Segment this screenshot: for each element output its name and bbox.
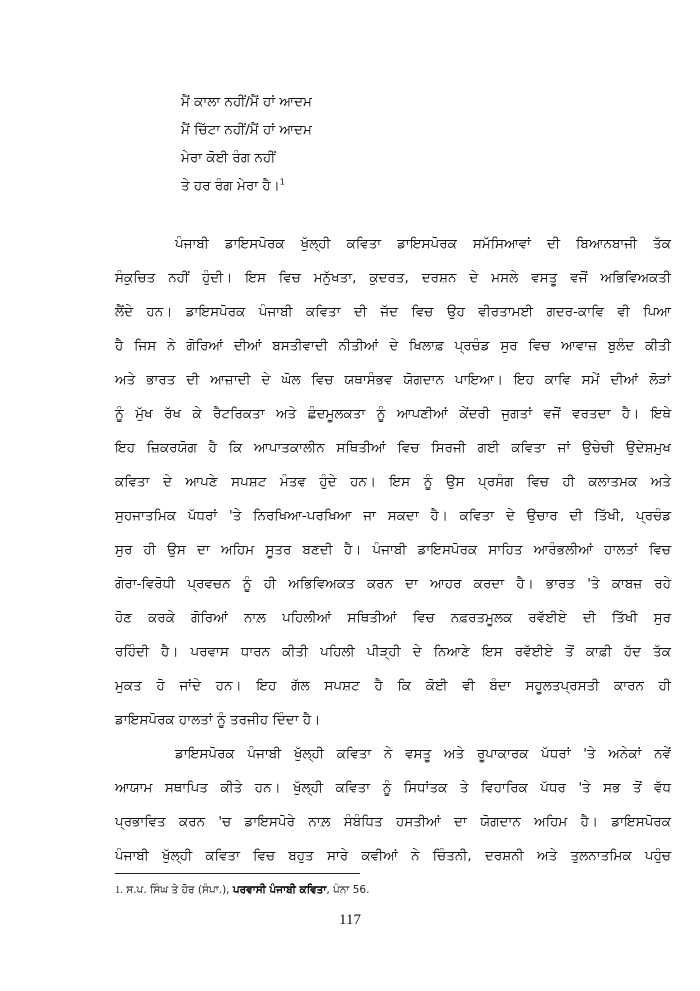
poem-line: [181, 172, 312, 200]
paragraph-2: [115, 737, 671, 873]
text-line: ਹੈ ਜਿਸ ਨੇ ਗੋਰਿਆਂ ਦੀਆਂ ਬਸਤੀਵਾਦੀ ਨੀਤੀਆਂ ਦੇ ਖਿਲਾਫ਼ ਪ੍ਰਚੰਡ ਸੁਰ ਵਿਚ ਆਵਾਜ਼ ਬੁਲੰਦ ਕੀਤੀ: [115, 338, 671, 354]
text-line: ਲੈਂਦੇ ਹਨ। ਡਾਇਸਪੋਰਕ ਪੰਜਾਬੀ ਕਵਿਤਾ ਦੀ ਜੱਦ ਵਿਚ ਉਹ ਵੀਰਤਾਮਈ ਗਦਰ-ਕਾਵਿ ਵੀ ਪਿਆ: [115, 304, 671, 320]
poem-quote: [181, 88, 312, 200]
footnote-marker[interactable]: 1: [279, 177, 285, 187]
text-line: ਪੰਜਾਬੀ ਡਾਇਸਪੋਰਕ ਖੁੱਲ੍ਹੀ ਕਵਿਤਾ ਡਾਇਸਪੋਰਕ ਸਮੱਸਿਆਵਾਂ ਦੀ ਬਿਆਨਬਾਜੀ ਤੱਕ: [175, 236, 671, 252]
text-line: ਇਹ ਜ਼ਿਕਰਯੋਗ ਹੈ ਕਿ ਆਪਾਤਕਾਲੀਨ ਸਥਿਤੀਆਂ ਵਿਚ ਸਿਰਜੀ ਗਈ ਕਵਿਤਾ ਜਾਂ ਉਚੇਚੀ ਉਦੇਸ਼ਮੁਖ: [115, 440, 671, 456]
footnote-page-ref: , ਪੰਨਾ 56.: [326, 884, 370, 896]
text-line: ਮੁਕਤ ਹੋ ਜਾਂਦੇ ਹਨ। ਇਹ ਗੱਲ ਸਪਸ਼ਟ ਹੈ ਕਿ ਕੋਈ ਵੀ ਬੰਦਾ ਸਹੂਲਤਪ੍ਰਸਤੀ ਕਾਰਨ ਹੀ: [115, 678, 671, 694]
text-line: ਆਯਾਮ ਸਥਾਪਿਤ ਕੀਤੇ ਹਨ। ਖੁੱਲ੍ਹੀ ਕਵਿਤਾ ਨੂੰ ਸਿਧਾਂਤਕ ਤੇ ਵਿਹਾਰਿਕ ਪੱਧਰ 'ਤੇ ਸਭ ਤੋਂ ਵੱਧ: [115, 780, 671, 796]
text-line: ਰਹਿੰਦੀ ਹੈ। ਪਰਵਾਸ ਧਾਰਨ ਕੀਤੀ ਪਹਿਲੀ ਪੀੜ੍ਹੀ ਦੇ ਨਿਆਣੇ ਇਸ ਰਵੱਈਏ ਤੋਂ ਕਾਫ਼ੀ ਹੱਦ ਤੱਕ: [115, 644, 671, 660]
text-line: ਗੋਰਾ-ਵਿਰੋਧੀ ਪ੍ਰਵਚਨ ਨੂੰ ਹੀ ਅਭਿਵਿਅਕਤ ਕਰਨ ਦਾ ਆਹਰ ਕਰਦਾ ਹੈ। ਭਾਰਤ 'ਤੇ ਕਾਬਜ਼ ਰਹੇ: [115, 576, 671, 592]
poem-line: ਮੈਂ ਕਾਲਾ ਨਹੀਂ/ਮੈਂ ਹਾਂ ਆਦਮ: [181, 94, 312, 110]
footnote-book-title: ਪਰਵਾਸੀ ਪੰਜਾਬੀ ਕਵਿਤਾ: [232, 884, 327, 896]
page-number: 117: [339, 912, 361, 928]
poem-line: ਮੈਂ ਚਿੱਟਾ ਨਹੀਂ/ਮੈਂ ਹਾਂ ਆਦਮ: [181, 122, 312, 138]
text-line: ਡਾਇਸਪੋਰਕ ਪੰਜਾਬੀ ਖੁੱਲ੍ਹੀ ਕਵਿਤਾ ਨੇ ਵਸਤੂ ਅਤੇ ਰੂਪਾਕਾਰਕ ਪੱਧਰਾਂ 'ਤੇ ਅਨੇਕਾਂ ਨਵੇਂ: [175, 746, 671, 762]
text-line: ਅਤੇ ਭਾਰਤ ਦੀ ਆਜ਼ਾਦੀ ਦੇ ਘੋਲ ਵਿਚ ਯਥਾਸੰਭਵ ਯੋਗਦਾਨ ਪਾਇਆ। ਇਹ ਕਾਵਿ ਸਮੇਂ ਦੀਆਂ ਲੋੜਾਂ: [115, 372, 671, 388]
footnote: [115, 884, 369, 897]
text-line: ਪੰਜਾਬੀ ਖੁੱਲ੍ਹੀ ਕਵਿਤਾ ਵਿਚ ਬਹੁਤ ਸਾਰੇ ਕਵੀਆਂ ਨੇ ਚਿੰਤਨੀ, ਦਰਸ਼ਨੀ ਅਤੇ ਤੁਲਨਾਤਮਿਕ ਪਹੁੰਚ: [115, 848, 671, 864]
footnote-authors: ਸ.ਪ. ਸਿੰਘ ਤੇ ਹੋਰ (ਸੰਪਾ.),: [126, 884, 230, 896]
text-line: ਡਾਇਸਪੋਰਕ ਹਾਲਤਾਂ ਨੂੰ ਤਰਜੀਹ ਦਿੰਦਾ ਹੈ।: [115, 712, 321, 728]
text-line: ਸੁਹਜਾਤਮਿਕ ਪੱਧਰਾਂ 'ਤੇ ਨਿਰਖਿਆ-ਪਰਖਿਆ ਜਾ ਸਕਦਾ ਹੈ। ਕਵਿਤਾ ਦੇ ਉਚਾਰ ਦੀ ਤਿੱਖੀ, ਪ੍ਰਚੰਡ: [115, 508, 671, 524]
text-line: ਸੁਰ ਹੀ ਉਸ ਦਾ ਅਹਿਮ ਸੂਤਰ ਬਣਦੀ ਹੈ। ਪੰਜਾਬੀ ਡਾਇਸਪੋਰਕ ਸਾਹਿਤ ਆਰੰਭਲੀਆਂ ਹਾਲਤਾਂ ਵਿਚ: [115, 542, 671, 558]
footnote-divider: [115, 873, 360, 874]
text-line: ਹੋਣ ਕਰਕੇ ਗੋਰਿਆਂ ਨਾਲ਼ ਪਹਿਲੀਆਂ ਸਥਿਤੀਆਂ ਵਿਚ ਨਫ਼ਰਤਮੂਲਕ ਰਵੱਈਏ ਦੀ ਤਿੱਖੀ ਸੁਰ: [115, 610, 671, 626]
text-line: ਸੰਕੁਚਿਤ ਨਹੀਂ ਹੁੰਦੀ। ਇਸ ਵਿਚ ਮਨੁੱਖਤਾ, ਕੁਦਰਤ, ਦਰਸ਼ਨ ਦੇ ਮਸਲੇ ਵਸਤੂ ਵਜੋਂ ਅਭਿਵਿਅਕਤੀ: [115, 270, 671, 286]
text-line: ਕਵਿਤਾ ਦੇ ਆਪਣੇ ਸਪਸ਼ਟ ਮੰਤਵ ਹੁੰਦੇ ਹਨ। ਇਸ ਨੂੰ ਉਸ ਪ੍ਰਸੰਗ ਵਿਚ ਹੀ ਕਲਾਤਮਕ ਅਤੇ: [115, 474, 671, 490]
text-line: ਪ੍ਰਭਾਵਿਤ ਕਰਨ 'ਚ ਡਾਇਸਪੋਰੇ ਨਾਲ਼ ਸੰਬੰਧਿਤ ਹਸਤੀਆਂ ਦਾ ਯੋਗਦਾਨ ਅਹਿਮ ਹੈ। ਡਾਇਸਪੋਰਕ: [115, 814, 671, 830]
paragraph-1: [115, 227, 671, 737]
footnote-number: 1.: [115, 885, 123, 896]
poem-line-text: ਤੇ ਹਰ ਰੰਗ ਮੇਰਾ ਹੈ।: [181, 178, 280, 194]
text-line: ਨੂੰ ਮੁੱਖ ਰੱਖ ਕੇ ਰੈਟਰਿਕਤਾ ਅਤੇ ਛੰਦਮੂਲਕਤਾ ਨੂੰ ਆਪਣੀਆਂ ਕੇਂਦਰੀ ਜੁਗਤਾਂ ਵਜੋਂ ਵਰਤਦਾ ਹੈ। ਇਥੇ: [115, 406, 671, 422]
poem-line: ਮੇਰਾ ਕੋਈ ਰੰਗ ਨਹੀਂ: [181, 150, 276, 166]
